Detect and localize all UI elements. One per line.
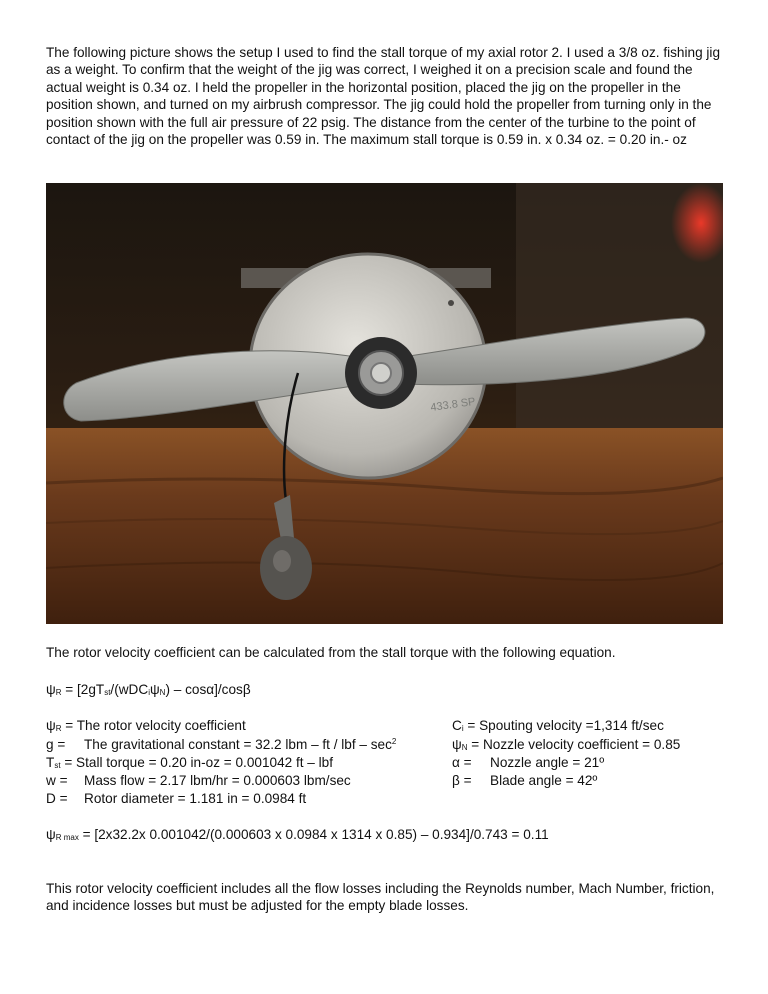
definition-text: Blade angle = 42º [490,773,598,788]
equation-lhs: ψ [46,682,56,697]
max-equation-symbol: ψ [46,827,56,842]
definition-text: = Spouting velocity =1,314 ft/sec [463,718,664,733]
definition-sub: st [54,761,61,770]
definition-symbol: ψ [452,737,462,752]
definition-symbol: C [452,718,462,733]
jig-highlight [273,550,291,572]
definition-symbol: ψ [46,718,56,733]
definition-symbol: α = [452,755,472,770]
equation-intro: The rotor velocity coefficient can be calculated from the stall torque with the following equation. [46,645,616,660]
intro-paragraph: The following picture shows the setup I used to find the stall torque of my axial rotor 2. I used a 3/8 oz. fishing jig as a weight. To confirm that the weight of the jig was correct, I weighed it on a precision scale and found the actual weight is 0.34 oz. I held the propeller in the horizontal position, placed the jig on the propeller in the position shown, and turned on my airbrush compressor. The jig could hold the propeller from turning only in the position shown with the full air pressure of 22 psig. The distance from the center of the turbine to the point of contact of the jig on the propeller was 0.59 in. The maximum stall torque is 0.59 in. x 0.34 oz. = 0.20 in.- oz [46,45,721,148]
definition-sub: i [461,724,464,733]
definition-text: Rotor diameter = 1.181 in = 0.0984 ft [84,791,307,806]
definition-psi-n [452,736,680,753]
max-coefficient-equation [46,826,726,843]
closing-paragraph: This rotor velocity coefficient includes all the flow losses including the Reynolds number, Mach Number, friction, and incidence losses but must be adjusted for the empty blade losses. [46,881,715,914]
equation-lhs-sub: R [55,688,62,697]
definition-text: Mass flow = 2.17 lbm/hr = 0.000603 lbm/sec [84,773,351,788]
definition-sup: 2 [391,737,397,746]
definition-alpha [452,754,604,771]
definition-tst [46,754,333,771]
disc-hole [448,300,454,306]
definition-g [46,736,396,753]
setup-photo [46,183,723,624]
definition-text: The gravitational constant = 32.2 lbm – ft / lbf – sec [84,737,392,752]
definition-sub: R [55,724,62,733]
definition-text: Nozzle angle = 21º [490,755,605,770]
equation-part2-sub: i [148,688,150,697]
max-equation-sub: R max [55,833,79,842]
definition-d [46,790,306,807]
definition-psi-r [46,717,246,734]
definition-text: = The rotor velocity coefficient [61,718,246,733]
equation-part3-sub: N [159,688,166,697]
rotor-coefficient-equation [46,681,726,698]
definition-symbol: D = [46,791,68,806]
definition-symbol: T [46,755,55,770]
equation-part4: ) – cosα]/cosβ [165,682,251,697]
setup-photo-svg [46,183,723,624]
equation-part3: ψ [149,682,160,697]
definition-symbol: β = [452,773,472,788]
equation-part2: /(wDC [110,682,149,697]
definition-text: = Nozzle velocity coefficient = 0.85 [467,737,681,752]
definition-w [46,772,351,789]
definition-ci [452,717,664,734]
definition-symbol: g = [46,737,66,752]
equation-part1: = [2gT [61,682,105,697]
definition-sub: N [461,743,468,752]
hub-shaft [371,363,391,383]
max-equation-text: = [2x32.2x 0.001042/(0.000603 x 0.0984 x 1314 x 0.85) – 0.934]/0.743 = 0.11 [78,827,549,842]
equation-part1-sub: st [104,688,111,697]
definition-symbol: w = [46,773,68,788]
definition-beta [452,772,597,789]
definition-text: = Stall torque = 0.20 in-oz = 0.001042 ft – lbf [60,755,333,770]
propeller-marking: 433.8 SP [429,395,477,414]
